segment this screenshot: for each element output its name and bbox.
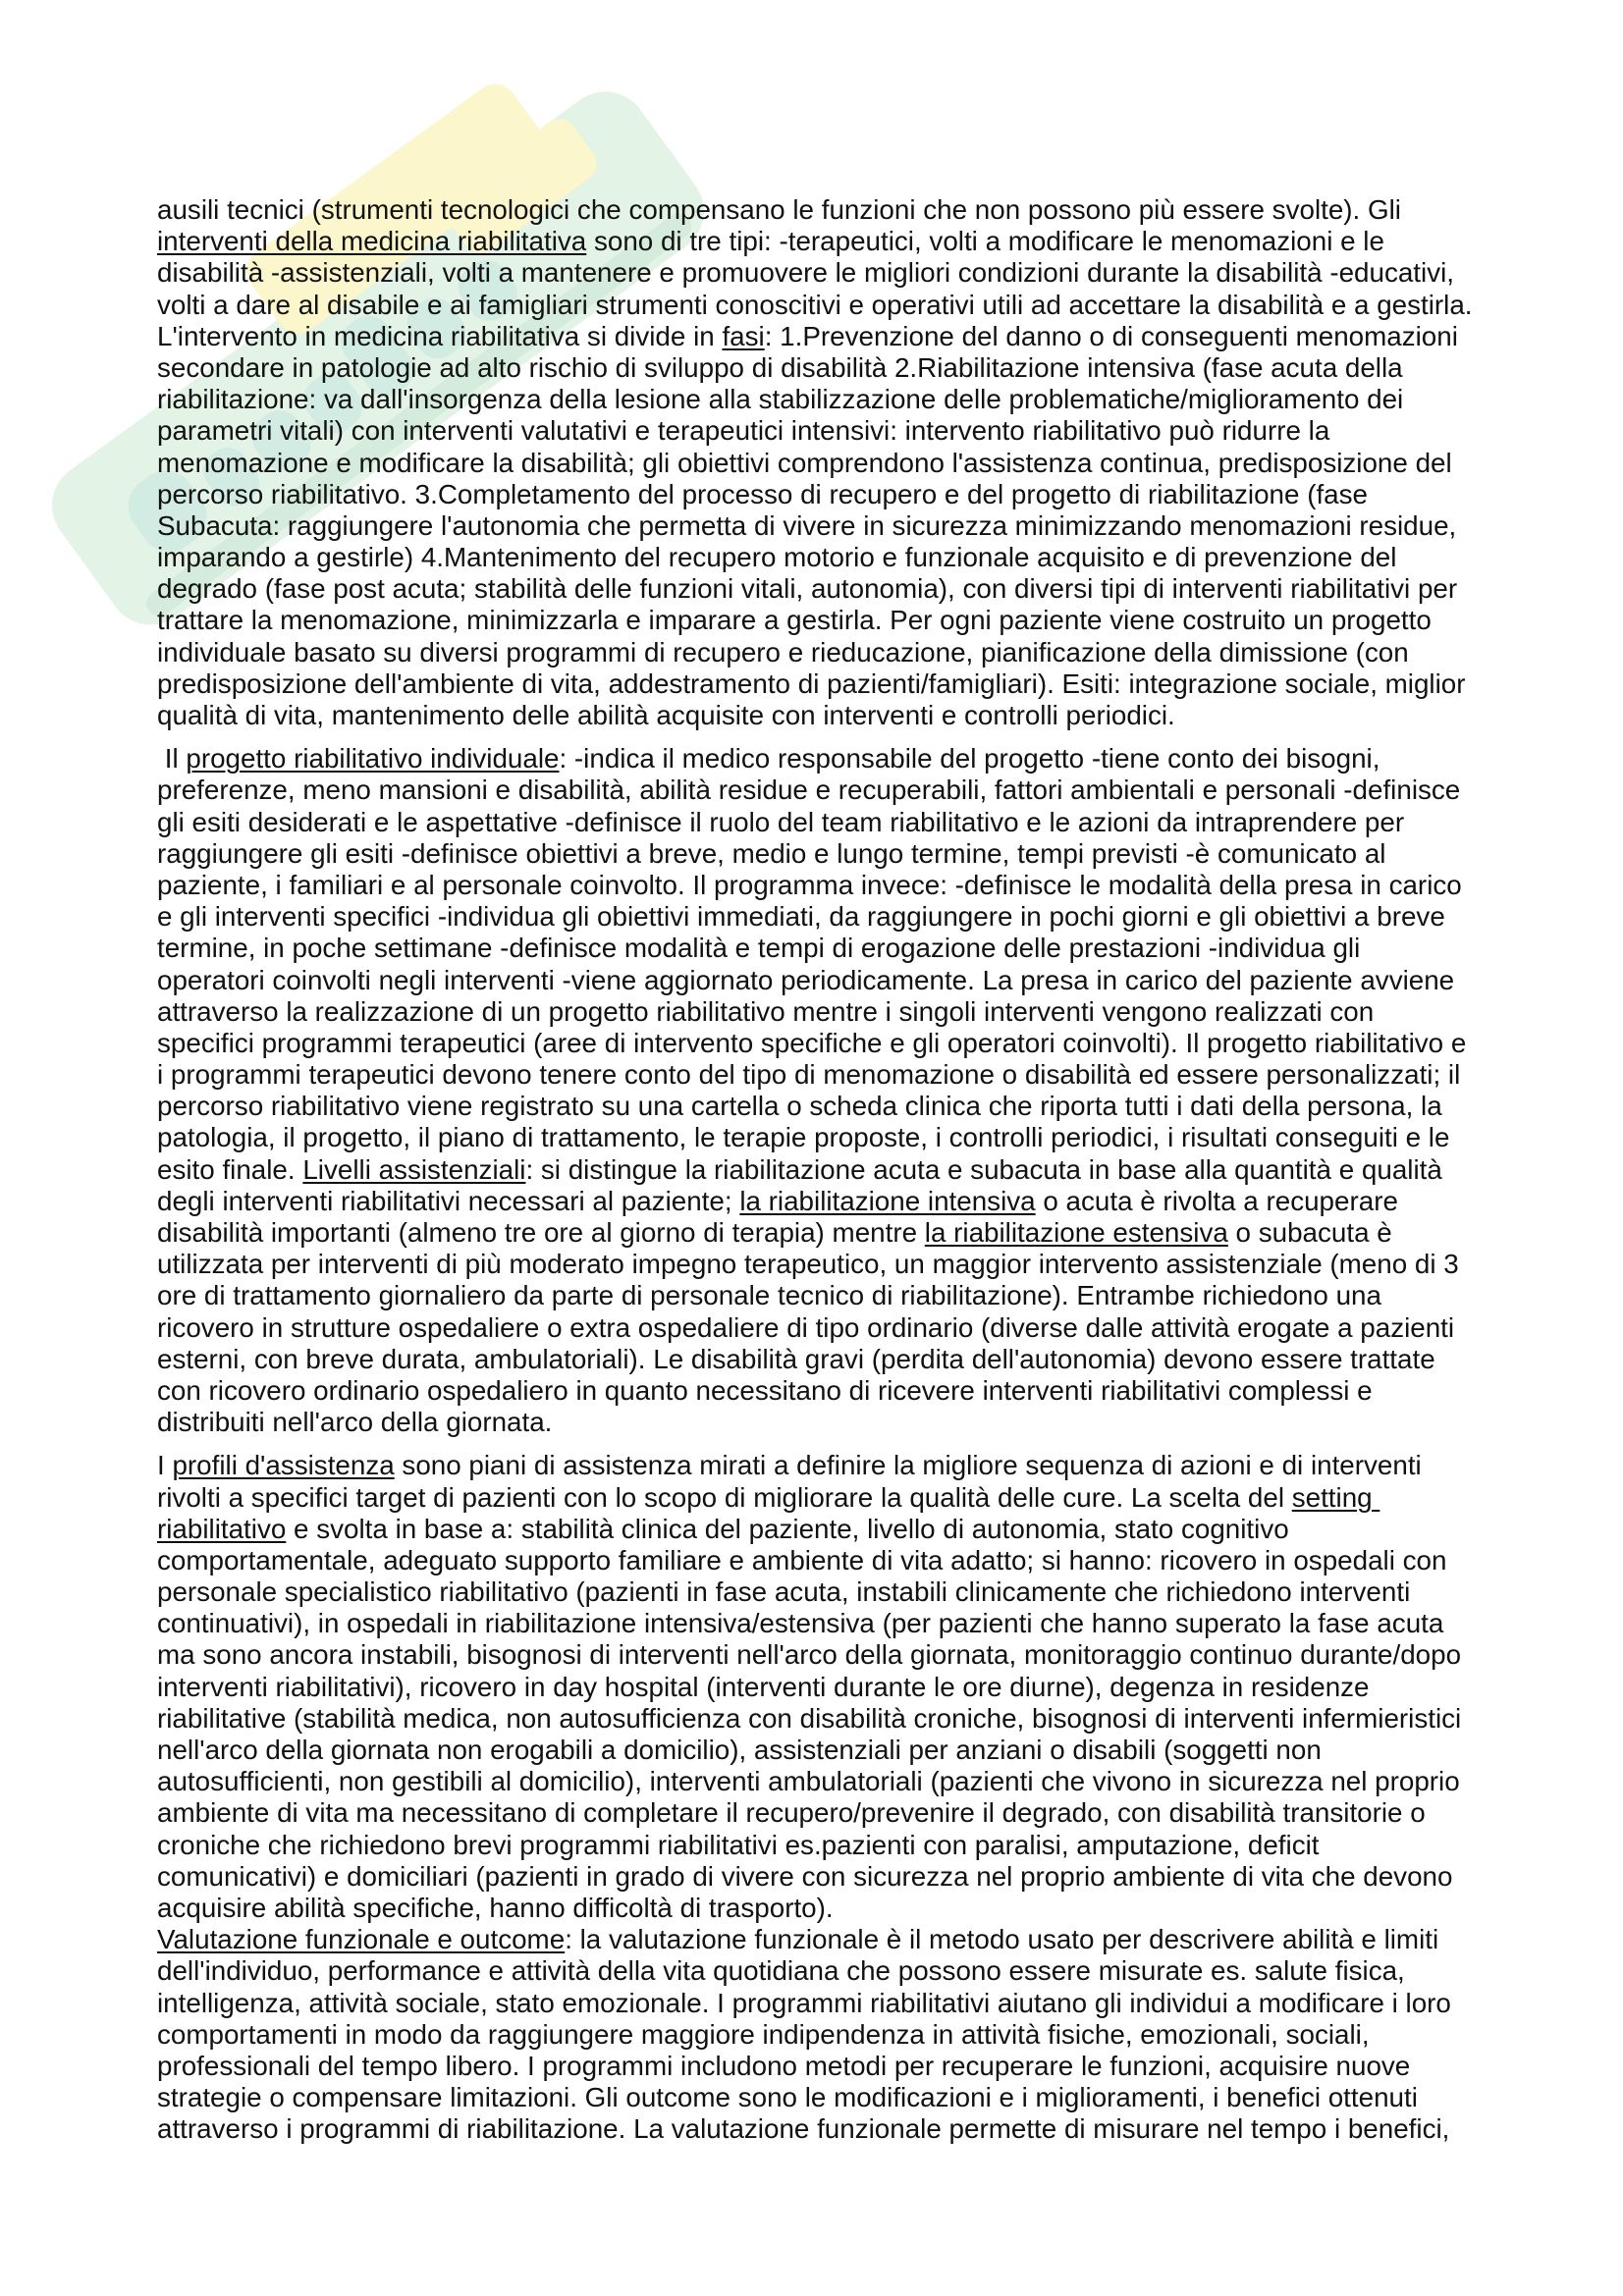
text-line: [157, 1545, 1551, 1576]
text-run: paziente, i familiari e al personale coinvolto. Il programma invece: -definisce le modalità della presa in carico: [157, 869, 1462, 900]
text-line: [157, 1703, 1551, 1735]
underlined-term: riabilitativo: [157, 1513, 287, 1544]
text-run: qualità di vita, mantenimento delle abilità acquisite con interventi e controlli periodici.: [157, 700, 1175, 730]
text-run: e svolta in base a: stabilità clinica del paziente, livello di autonomia, stato cognitivo: [286, 1513, 1289, 1544]
text-line: [157, 965, 1551, 996]
text-run: sono di tre tipi: -terapeutici, volti a modificare le menomazioni e le: [586, 226, 1384, 257]
text-line: [157, 352, 1551, 384]
text-line: [157, 1830, 1551, 1861]
text-line: [157, 1344, 1551, 1375]
text-line: [157, 1924, 1551, 1955]
text-line: [157, 870, 1551, 901]
underlined-term: progetto riabilitativo individuale: [186, 743, 560, 774]
text-line: [157, 901, 1551, 933]
text-run: termine, in poche settimane -definisce modalità e tempi di erogazione delle prestazioni -individua gli: [157, 933, 1361, 964]
text-run: specifici programmi terapeutici (aree di intervento specifiche e gli operatori coinvolti). Il progetto riabilitativo e: [157, 1027, 1467, 1058]
text-line: [157, 2051, 1551, 2082]
text-line: [157, 510, 1551, 542]
text-line: [157, 1608, 1551, 1639]
text-run: comunicativi) e domiciliari (pazienti in grado di vivere con sicurezza nel proprio ambiente di vita che devono: [157, 1860, 1453, 1892]
text-run: comportamentale, adeguato supporto familiare e ambiente di vita adatto; si hanno: ricovero in ospedali con: [157, 1544, 1447, 1575]
text-line: [157, 542, 1551, 573]
text-run: L'intervento in medicina riabilitativa si divide in: [157, 320, 723, 351]
text-run: professionali del tempo libero. I programmi includono metodi per recuperare le funzioni, acquisire nuove: [157, 2050, 1411, 2081]
underlined-term: profili d'assistenza: [172, 1450, 395, 1481]
text-line: [157, 1766, 1551, 1797]
text-run: volti a dare al disabile e ai famigliari strumenti conoscitivi e operativi utili ad accettare la disabilità e a gestirla.: [157, 289, 1473, 320]
text-run: percorso riabilitativo viene registrato su una cartella o scheda clinica che riporta tutti i dati della persona, la: [157, 1091, 1442, 1122]
text-run: rivolti a specifici target di pazienti con lo scopo di migliorare la qualità delle cure. La scelta del: [157, 1481, 1292, 1513]
text-run: : si distingue la riabilitazione acuta e subacuta in base alla quantità e qualità: [525, 1153, 1442, 1185]
text-run: sono piani di assistenza mirati a definire la migliore sequenza di azioni e di interventi: [394, 1450, 1422, 1481]
text-run: ore di trattamento giornaliero da parte di personale tecnico di riabilitazione). Entrambe richiedono una: [157, 1280, 1381, 1311]
text-run: : -indica il medico responsabile del progetto -tiene conto dei bisogni,: [559, 743, 1380, 774]
text-run: nell'arco della giornata non erogabili a domicilio), assistenziali per anziani o disabili (soggetti non: [157, 1735, 1322, 1765]
text-line: [157, 2113, 1551, 2145]
text-line: [157, 1482, 1551, 1514]
text-run: predisposizione dell'ambiente di vita, addestramento di pazienti/famigliari). Esiti: integrazione sociale, miglior: [157, 667, 1466, 699]
text-run: esito finale.: [157, 1153, 303, 1185]
underlined-term: setting: [1291, 1481, 1380, 1513]
text-line: [157, 700, 1551, 731]
text-line: [157, 1639, 1551, 1671]
text-run: strategie o compensare limitazioni. Gli outcome sono le modificazioni e i miglioramenti, i benefici ottenuti: [157, 2082, 1418, 2113]
text-line: [157, 1217, 1551, 1249]
text-line: [157, 1893, 1551, 1924]
text-run: menomazione e modificare la disabilità; gli obiettivi comprendono l'assistenza continua, predisposizione del: [157, 447, 1452, 478]
text-run: gli esiti desiderati e le aspettative -definisce il ruolo del team riabilitativo e le azioni da intraprendere per: [157, 806, 1405, 837]
text-run: parametri vitali) con interventi valutativi e terapeutici intensivi: intervento riabilitativo può ridurre la: [157, 415, 1330, 447]
text-run: : la valutazione funzionale è il metodo usato per descrivere abilità e limiti: [565, 1924, 1439, 1955]
text-run: ricovero in strutture ospedaliere o extra ospedaliere di tipo ordinario (diverse dalle attività erogate a pazienti: [157, 1311, 1455, 1343]
text-line: [157, 637, 1551, 668]
text-line: [157, 257, 1551, 289]
text-line: [157, 1955, 1551, 1987]
text-run: continuativi), in ospedali in riabilitazione intensiva/estensiva (per pazienti che hanno superato la fase acuta: [157, 1608, 1444, 1639]
text-line: [157, 1091, 1551, 1122]
text-run: autosufficienti, non gestibili al domicilio), interventi ambulatoriali (pazienti che vivono in sicurezza nel proprio: [157, 1766, 1460, 1797]
text-line: [157, 384, 1551, 415]
text-run: secondare in patologie ad alto rischio di sviluppo di disabilità 2.Riabilitazione intensiva (fase acuta della: [157, 351, 1403, 383]
text-line: [157, 996, 1551, 1028]
text-run: dell'individuo, performance e attività della vita quotidiana che possono essere misurate es. salute fisica,: [157, 1955, 1405, 1987]
text-line: [157, 743, 1551, 774]
underlined-term: fasi: [722, 320, 765, 351]
text-run: individuale basato su diversi programmi di recupero e rieducazione, pianificazione della dimissione (con: [157, 636, 1409, 667]
text-run: : 1.Prevenzione del danno o di conseguenti menomazioni: [764, 320, 1458, 351]
text-line: [157, 2019, 1551, 2051]
text-run: e gli interventi specifici -individua gli obiettivi immediati, da raggiungere in pochi giorni e gli obiettivi a breve: [157, 901, 1445, 933]
text-run: intelligenza, attività sociale, stato emozionale. I programmi riabilitativi aiutano gli individui a modificare i loro: [157, 1987, 1451, 2018]
text-run: esterni, con breve durata, ambulatoriali). Le disabilità gravi (perdita dell'autonomia) devono essere trattate: [157, 1343, 1435, 1374]
text-line: [157, 321, 1551, 352]
text-run: o acuta è rivolta a recuperare: [1035, 1185, 1398, 1216]
text-run: i programmi terapeutici devono tenere conto del tipo di menomazione o disabilità ed essere personalizzati; il: [157, 1059, 1461, 1091]
text-line: [157, 1375, 1551, 1407]
text-line: [157, 2082, 1551, 2113]
text-run: acquisire abilità specifiche, hanno difficoltà di trasporto).: [157, 1892, 834, 1923]
text-line: [157, 1280, 1551, 1311]
text-run: personale specialistico riabilitativo (pazienti in fase acuta, instabili clinicamente che richiedono interventi: [157, 1576, 1411, 1608]
text-line: [157, 838, 1551, 870]
text-line: [157, 226, 1551, 257]
text-line: [157, 1735, 1551, 1766]
text-run: disabilità importanti (almeno tre ore al giorno di terapia) mentre: [157, 1217, 925, 1248]
text-run: preferenze, meno mansioni e disabilità, abilità residue e recuperabili, fattori ambientali e personali -definisce: [157, 774, 1461, 806]
underlined-term: Valutazione funzionale e outcome: [157, 1924, 566, 1955]
text-line: [157, 1576, 1551, 1608]
text-line: [157, 1672, 1551, 1703]
text-run: disabilità -assistenziali, volti a mantenere e promuovere le migliori condizioni durante la disabilità -educativi,: [157, 257, 1455, 289]
text-line: [157, 1122, 1551, 1153]
text-line: [157, 807, 1551, 838]
text-run: attraverso la realizzazione di un progetto riabilitativo mentre i singoli interventi vengono realizzati con: [157, 995, 1375, 1027]
text-line: [157, 1028, 1551, 1059]
text-line: [157, 1249, 1551, 1280]
paragraph: [157, 194, 1551, 731]
text-run: o subacuta è: [1227, 1217, 1392, 1248]
text-line: [157, 448, 1551, 479]
text-run: trattare la menomazione, minimizzarla e imparare a gestirla. Per ogni paziente viene costruito un progetto: [157, 605, 1432, 636]
text-run: raggiungere gli esiti -definisce obiettivi a breve, medio e lungo termine, tempi previsti -è comunicato al: [157, 837, 1386, 869]
text-run: riabilitative (stabilità medica, non autosufficienza con disabilità croniche, bisognosi di interventi infermieristici: [157, 1702, 1462, 1734]
text-line: [157, 1312, 1551, 1344]
text-line: [157, 479, 1551, 510]
text-run: utilizzata per interventi di più moderato impegno terapeutico, un maggior intervento assistenziale (meno di 3: [157, 1249, 1459, 1280]
text-line: [157, 415, 1551, 447]
text-run: operatori coinvolti negli interventi -viene aggiornato periodicamente. La presa in carico del paziente avviene: [157, 964, 1455, 995]
underlined-term: la riabilitazione estensiva: [924, 1217, 1228, 1248]
text-run: imparando a gestirle) 4.Mantenimento del recupero motorio e funzionale acquisito e di prevenzione del: [157, 542, 1397, 573]
text-run: percorso riabilitativo. 3.Completamento del processo di recupero e del progetto di riabilitazione (fase: [157, 478, 1368, 509]
text-line: [157, 1186, 1551, 1217]
text-line: [157, 1450, 1551, 1481]
text-run: patologia, il progetto, il piano di trattamento, le terapie proposte, i controlli periodici, i risultati conseguiti e le: [157, 1122, 1450, 1153]
text-run: attraverso i programmi di riabilitazione. La valutazione funzionale permette di misurare nel tempo i benefici,: [157, 2113, 1450, 2145]
underlined-term: la riabilitazione intensiva: [739, 1185, 1036, 1216]
text-line: [157, 668, 1551, 700]
text-line: [157, 573, 1551, 605]
text-line: [157, 1059, 1551, 1091]
text-line: [157, 933, 1551, 964]
text-run: Il: [157, 743, 187, 774]
text-line: [157, 1514, 1551, 1545]
text-line: [157, 1797, 1551, 1829]
text-run: degrado (fase post acuta; stabilità delle funzioni vitali, autonomia), con diversi tipi di interventi riabilitativi per: [157, 573, 1458, 605]
text-line: [157, 1407, 1551, 1438]
text-line: [157, 290, 1551, 321]
text-run: ambiente di vita ma necessitano di completare il recupero/prevenire il degrado, con disabilità transitorie o: [157, 1797, 1426, 1829]
text-run: interventi riabilitativi), ricovero in day hospital (interventi durante le ore diurne), degenza in residenze: [157, 1671, 1370, 1702]
text-run: riabilitazione: va dall'insorgenza della lesione alla stabilizzazione delle problematiche/miglioramento dei: [157, 384, 1404, 415]
paragraph: [157, 743, 1551, 1438]
text-line: [157, 1988, 1551, 2019]
text-run: Subacuta: raggiungere l'autonomia che permetta di vivere in sicurezza minimizzando menomazioni residue,: [157, 509, 1457, 541]
document-body: [157, 194, 1551, 2157]
text-run: degli interventi riabilitativi necessari al paziente;: [157, 1185, 740, 1216]
text-line: [157, 1154, 1551, 1186]
text-run: I: [157, 1450, 173, 1481]
text-line: [157, 605, 1551, 636]
text-run: con ricovero ordinario ospedaliero in quanto necessitano di ricevere interventi riabilitativi complessi e: [157, 1374, 1373, 1406]
underlined-term: Livelli assistenziali: [302, 1153, 526, 1185]
paragraph: [157, 1450, 1551, 2145]
text-run: ausili tecnici (strumenti tecnologici che compensano le funzioni che non possono più essere svolte). Gli: [157, 194, 1401, 225]
text-line: [157, 194, 1551, 226]
text-line: [157, 1861, 1551, 1893]
text-run: ma sono ancora instabili, bisognosi di interventi nell'arco della giornata, monitoraggio continuo durante/dopo: [157, 1639, 1462, 1671]
text-run: comportamenti in modo da raggiungere maggiore indipendenza in attività fisiche, emozionali, sociali,: [157, 2018, 1370, 2050]
text-run: croniche che richiedono brevi programmi riabilitativi es.pazienti con paralisi, amputazione, deficit: [157, 1829, 1320, 1860]
text-run: distribuiti nell'arco della giornata.: [157, 1407, 553, 1438]
underlined-term: interventi della medicina riabilitativa: [157, 226, 587, 257]
text-line: [157, 774, 1551, 806]
